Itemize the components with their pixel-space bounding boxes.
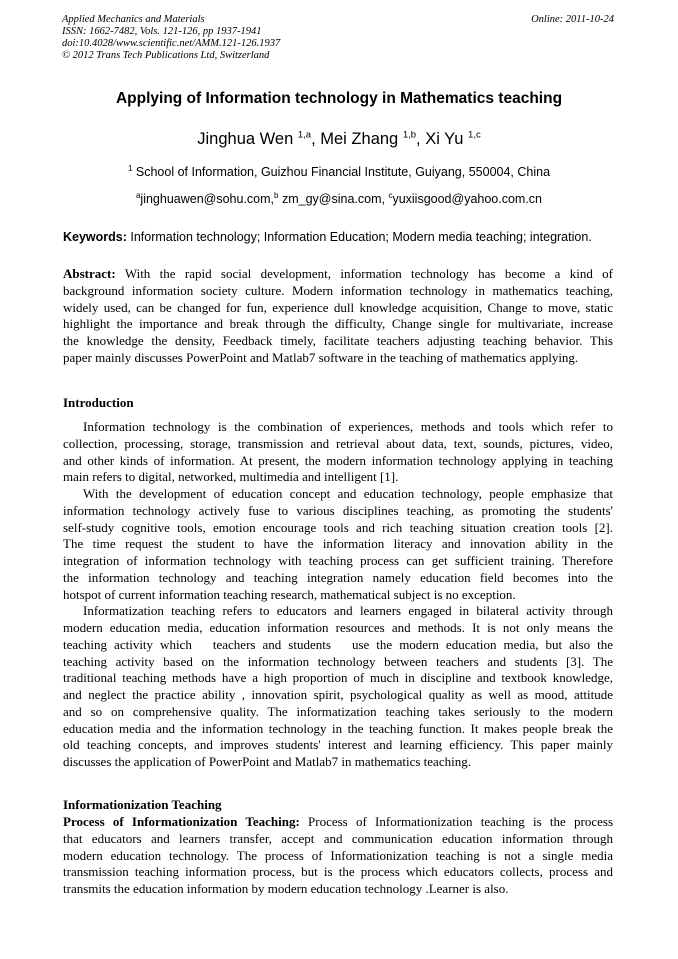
abstract-line: widely used, can be changed for fun, experience dull knowledge acquisition, Change to move, static [63,299,613,315]
copyright: © 2012 Trans Tech Publications Ltd, Switzerland [62,50,270,61]
intro-line: main refers to digital, networked, multimedia and intelligent [1]. [63,469,399,485]
intro-line: information technology actively fuse to various disciplines teaching, as promoting the students' [63,502,613,518]
doi: doi:10.4028/www.scientific.net/AMM.121-126.1937 [62,38,281,49]
keywords-label: Keywords: [63,230,127,244]
affiliation-sup: 1 [127,163,133,173]
intro-line: teaching activity based on the information technology between teachers and students [3]. The [63,653,613,669]
section2-text: Process of Informationization teaching is the process [299,814,614,829]
abstract-line: paper mainly discusses PowerPoint and Matlab7 software in the teaching of mathematics applying. [63,349,579,365]
journal-name: Applied Mechanics and Materials [62,14,205,25]
abstract-line: highlight the importance and break through the difficulty, Change single for multivariate, increase [63,316,613,332]
author-sup: 1,c [468,129,481,141]
intro-line: the information technology and teaching integration namely education field becomes into the [63,569,613,585]
section2-line [63,814,613,831]
abstract-line [63,266,613,283]
affiliation [0,165,678,179]
email: jinghuawen@sohu.com, [140,192,275,206]
intro-line: hotspot of current information teaching research, mathematical subject is no exception. [63,586,516,602]
abstract [63,266,613,367]
intro-line: and so on comprehensive quality. The informatization teaching takes seriously to the modern [63,703,613,719]
keywords [63,230,592,244]
intro-line: collection, processing, storage, transmission and retrieval about data, text, sounds, pictures, video, [63,435,613,451]
intro-line: traditional teaching methods have a high proportion of much in discipline and textbook knowledge, [63,670,613,686]
intro-line: and other kinds of information. At present, the modern information technology applying in teaching [63,452,613,468]
issn: ISSN: 1662-7482, Vols. 121-126, pp 1937-1941 [62,26,262,37]
keywords-text: Information technology; Information Education; Modern media teaching; integration. [126,230,592,244]
email-sup: c [388,190,393,200]
intro-line: The time request the student to have the information literacy and innovation ability in the [63,536,613,552]
author: Jinghua Wen [197,130,294,148]
intro-line: teaching activity which teachers and students use the modern education media, but also the [63,636,613,652]
intro-body [63,419,613,771]
author: Mei Zhang [320,130,399,148]
paper-title: Applying of Information technology in Mathematics teaching [115,90,563,107]
abstract-text: With the rapid social development, information technology has become a kind of [115,266,613,281]
intro-line: and neglect the practice ability , innovation spirit, psychological quality as well as mood, attitude [63,687,613,702]
author: Xi Yu [425,130,464,148]
intro-heading: Introduction [63,395,134,410]
section2-heading: Informationization Teaching [63,797,222,812]
affiliation-text: School of Information, Guizhou Financial Institute, Guiyang, 550004, China [135,165,551,179]
email-sup: b [274,190,279,200]
section2-line: transmission teaching information process, but is the process which educators collects, process and [63,864,613,880]
intro-line: integration of information technology with teaching process can get sufficient training. Therefore [63,553,613,568]
intro-line: Information technology is the combination of experiences, methods and tools which refer to [83,419,613,434]
author-sup: 1,b [402,129,417,141]
abstract-line: the knowledge the density, Feedback timely, facilitate teachers adjusting teaching behavior. This [63,333,613,348]
intro-line: self-study cognitive tools, emotion encourage tools and rich teaching situation creation tools [2]. [63,519,613,535]
intro-line: Informatization teaching refers to educators and learners engaged in bilateral activity through [83,603,613,619]
emails [0,192,678,206]
email: yuxiisgood@yahoo.com.cn [392,192,543,206]
intro-line: old teaching concepts, and improves students' interest and learning efficiency. This paper mainly [63,737,613,753]
section2-line: transmits the education information by modern education technology .Learner is also. [63,881,509,896]
intro-line: modern education media, education information resources and methods. It is not only means the [63,620,613,635]
intro-line: education media and the information technology in the teaching function. It makes people break the [63,720,613,736]
email: zm_gy@sina.com, [278,192,389,206]
intro-line: discusses the application of PowerPoint and Matlab7 in mathematics teaching. [63,754,471,769]
abstract-line: background information society culture. Modern information technology in mathematics teaching, [63,282,613,298]
intro-line: With the development of education concept and education technology, people emphasize that [83,486,613,501]
journal-header [62,14,280,62]
abstract-label: Abstract: [63,266,116,281]
authors: Jinghua Wen $^{1,a}$, Mei Zhang $^{1,b}$, Xi Yu $^{1,c}$ [197,129,481,148]
section2-line: modern education technology. The process of Informationization teaching is not a single media [63,847,613,863]
section2-body [63,814,613,898]
author-sup: 1,a [297,129,312,141]
section2-line: that educators and learners transfer, accept and communication education information through [63,830,613,846]
email-sup: a [135,190,141,200]
online-date: Online: 2011-10-24 [531,14,614,25]
subsection-label: Process of Informationization Teaching: [63,814,300,829]
